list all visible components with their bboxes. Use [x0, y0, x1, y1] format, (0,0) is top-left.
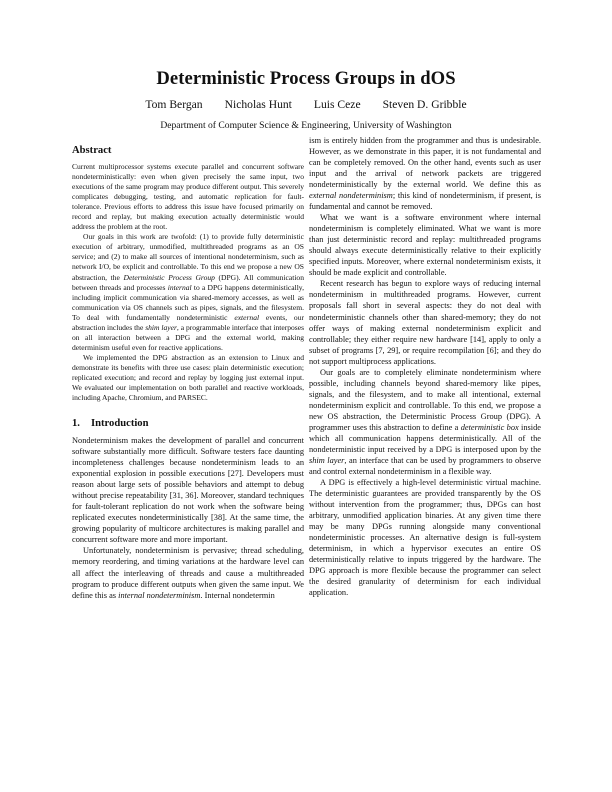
abstract-paragraph: We implemented the DPG abstraction as an extension to Linux and demonstrate its benefits with three use cases: plain deterministic execution; replicated execution; and record and replay by logging just external input. We evaluated our implementation on both parallel and reactive workloads, including Apache, Chromium, and PARSEC.: [72, 352, 304, 403]
body-paragraph: Unfortunately, nondeterminism is pervasive; thread scheduling, memory reordering, and timing variations at the hardware level can all affect the interleaving of threads and cause a multithreaded program to produce different outputs when given the same input. We define this as internal nondeterminism. Internal nondetermin: [72, 546, 304, 600]
continued-text: ism is entirely hidden from the programmer and thus is undesirable. However, as we demonstrate in this paper, it is not fundamental and can be completely removed. On the other hand, events such as user input and the arrival of network packets are triggered nondeterministically by the external world. We define this as: [309, 136, 541, 190]
abstract-paragraph: Our goals in this work are twofold: (1) to provide fully deterministic execution of arbitrary, unmodified, multithreaded programs as an OS service; and (2) to make all sources of intentional nondeterminism, such as network I/O, be explicit and controllable. To this end we propose a new OS abstraction, the Deterministic Process Group (DPG). All communication between threads and processes internal to a DPG happens deterministically, including implicit communication via shared-memory accesses, as well as communication via OS channels such as pipes, signals, and the filesystem. To deal with fundamentally nondeterministic external events, our abstraction includes the shim layer, a programmable interface that interposes on all interaction between a DPG and the external world, making determinism useful even for reactive applications.: [72, 232, 305, 352]
author-list: [0, 98, 612, 111]
left-column: [72, 144, 304, 601]
abstract-section: [72, 144, 304, 403]
abstract-paragraph: Current multiprocessor systems execute parallel and concurrent software nondeterministically: even when given precisely the same input, two executions of the same program may produce different output. This severely complicates debugging, testing, and automatic replication for fault-tolerance. Previous efforts to address this issue have focused primarily on record and replay, but making execution actually deterministic would address the problem at the root.: [72, 162, 304, 232]
section-number: 1.: [72, 418, 80, 430]
author-name: Luis Ceze: [313, 98, 361, 111]
section-title: Introduction: [91, 418, 149, 430]
paper-title: Deterministic Process Groups in dOS: [156, 68, 456, 89]
section-heading: [72, 417, 304, 430]
author-name: Steven D. Gribble: [382, 98, 467, 111]
abstract-heading: Abstract: [72, 145, 112, 156]
author-name: Tom Bergan: [145, 98, 203, 111]
body-paragraph: Nondeterminism makes the development of parallel and concurrent software substantially more difficult. Software testers face daunting incompleteness challenges because nondeterminism leads to an exponential explosion in possible executions [27]. Developers must reason about large sets of possible behaviors and attempt to debug without precise repeatability [31, 36]. Moreover, standard techniques for fault-tolerant replication do not work when the software being replicated executes nondeterministically [38]. At the same time, the growing popularity of multicore architectures is making parallel and concurrent software more and more important.: [72, 436, 304, 545]
author-name: Nicholas Hunt: [224, 98, 292, 111]
body-paragraph: A DPG is effectively a high-level deterministic virtual machine. The deterministic guarantees are provided transparently by the OS without intervention from the programmer; thus, DPGs can host arbitrary, unmodified application binaries. At any given time there may be many DPGs running alongside many conventional nondeterministic processes. An alternative design is full-system determinism, in which a hypervisor executes an entire OS deterministically relative to inputs triggered by the hardware. The DPG approach is more flexible because the programmer can select the desired granularity of determinism for each individual application.: [309, 477, 541, 598]
body-paragraph: What we want is a software environment where internal nondeterminism is completely eliminated. What we want is more than just deterministic record and replay: multithreaded programs should always execute deterministically relative to their explicitly specified inputs. Moreover, where external nondeterminism exists, it should be made explicit and controllable.: [309, 213, 541, 278]
affiliation: Department of Computer Science & Engineering, University of Washington: [160, 120, 452, 131]
body-paragraph-continued: ism is entirely hidden from the programmer and thus is undesirable. However, as we demonstrate in this paper, it is not fundamental and can be completely removed. On the other hand, events such as user input and the arrival of network packets are triggered nondeterministically by the external world. We define this as external nondeterminism; this kind of nondeterminism, if present, is fundamental and cannot be removed.: [309, 136, 541, 212]
right-column: [309, 135, 541, 598]
body-paragraph: Recent research has begun to explore ways of reducing internal nondeterminism in multithreaded programs. However, current proposals fall short in several aspects: they do not deal with nondeterministic channels other than shared-memory; they do not offer ways of making external nondeterminism explicit and controllable; they either require new hardware [14], apply to only a subset of programs [7, 29], or require recompilation [6]; and they do not support multiprocess applications.: [309, 279, 541, 366]
body-paragraph: Our goals are to completely eliminate nondeterminism where possible, including channels beyond shared-memory like pipes, signals, and the filesystem, and to make all intentional, external nondeterminism explicit and controllable. To this end, we propose a new OS abstraction, the Deterministic Process Group (DPG). A programmer uses this abstraction to define a deterministic box inside which all communication happens deterministically. All of the nondeterministic input received by a DPG is interposed upon by the shim layer, an interface that can be used by programmers to observe and control external nondeterminism in a flexible way.: [309, 367, 541, 476]
